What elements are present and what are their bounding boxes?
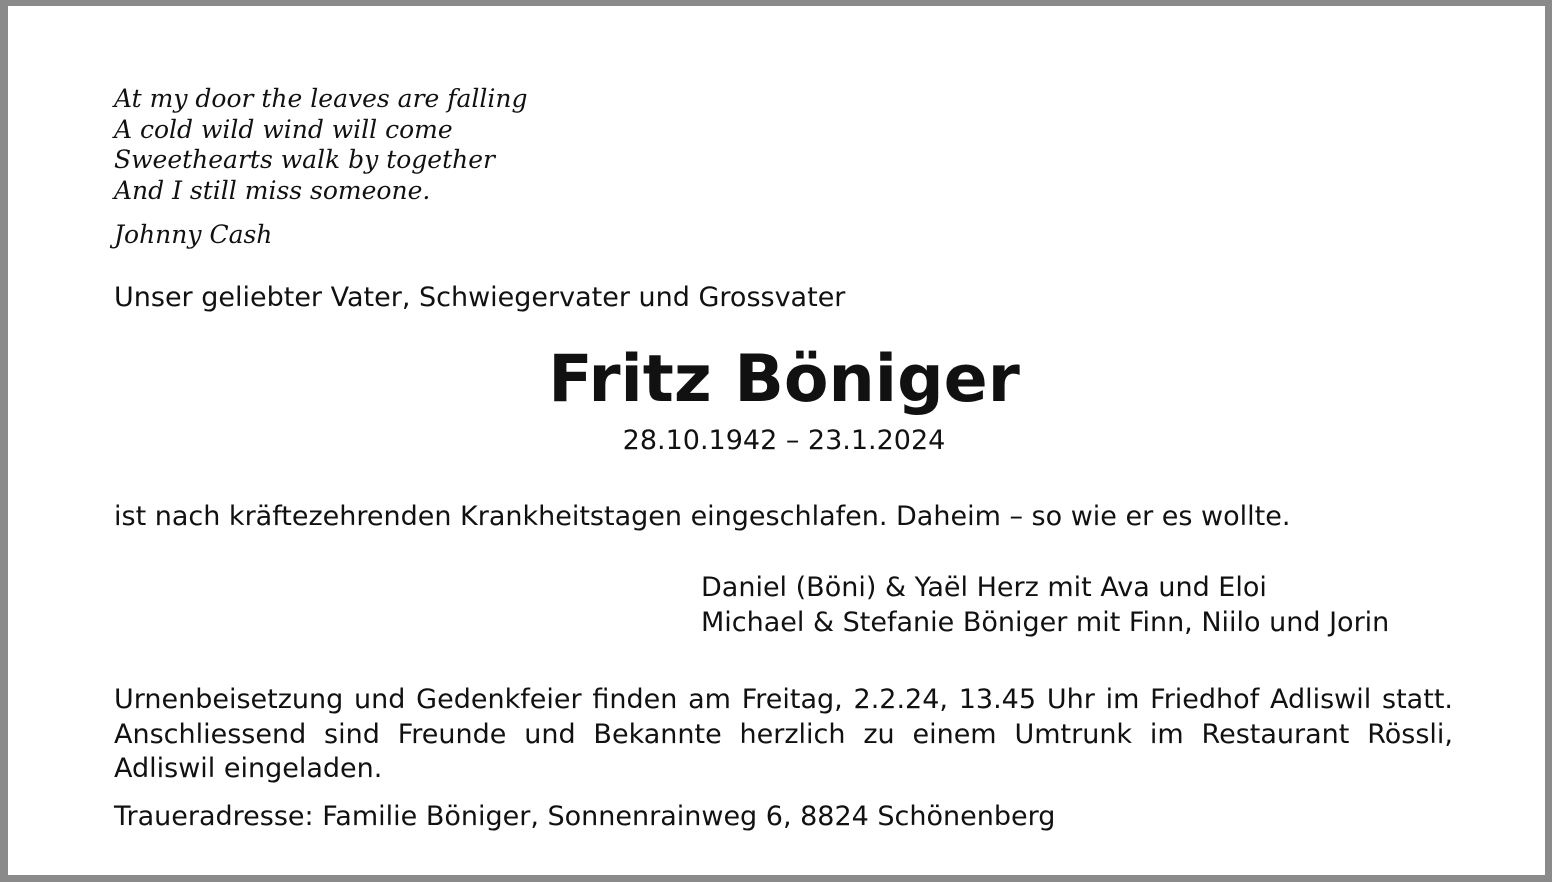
poem-author: Johnny Cash [114,220,273,249]
poem-line: At my door the leaves are falling [114,84,528,113]
poem-line: Sweethearts walk by together [114,145,495,174]
mourning-address: Traueradresse: Familie Böniger, Sonnenrainweg 6, 8824 Schönenberg [114,801,1056,832]
family-signatures [701,570,1389,640]
death-message: ist nach kräftezehrenden Krankheitstagen eingeschlafen. Daheim – so wie er es wollte. [114,501,1291,532]
poem-line: And I still miss someone. [114,175,431,205]
poem-line: A cold wild wind will come [114,114,453,144]
life-dates: 28.10.1942 – 23.1.2024 [622,425,946,456]
family-line: Michael & Stefanie Böniger mit Finn, Niilo und Jorin [701,607,1390,638]
poem [114,84,528,206]
ceremony-info: Urnenbeisetzung und Gedenkfeier finden am Freitag, 2.2.24, 13.45 Uhr im Friedhof Adliswil statt. Anschliessend sind Freunde und Bekannte herzlich zu einem Umtrunk im Restaurant Rössli, Adliswil eingeladen. [114,684,1453,784]
intro-text: Unser geliebter Vater, Schwiegervater und Grossvater [114,282,846,313]
deceased-name: Fritz Böniger [548,342,1020,417]
family-line: Daniel (Böni) & Yaël Herz mit Ava und Eloi [701,572,1267,603]
